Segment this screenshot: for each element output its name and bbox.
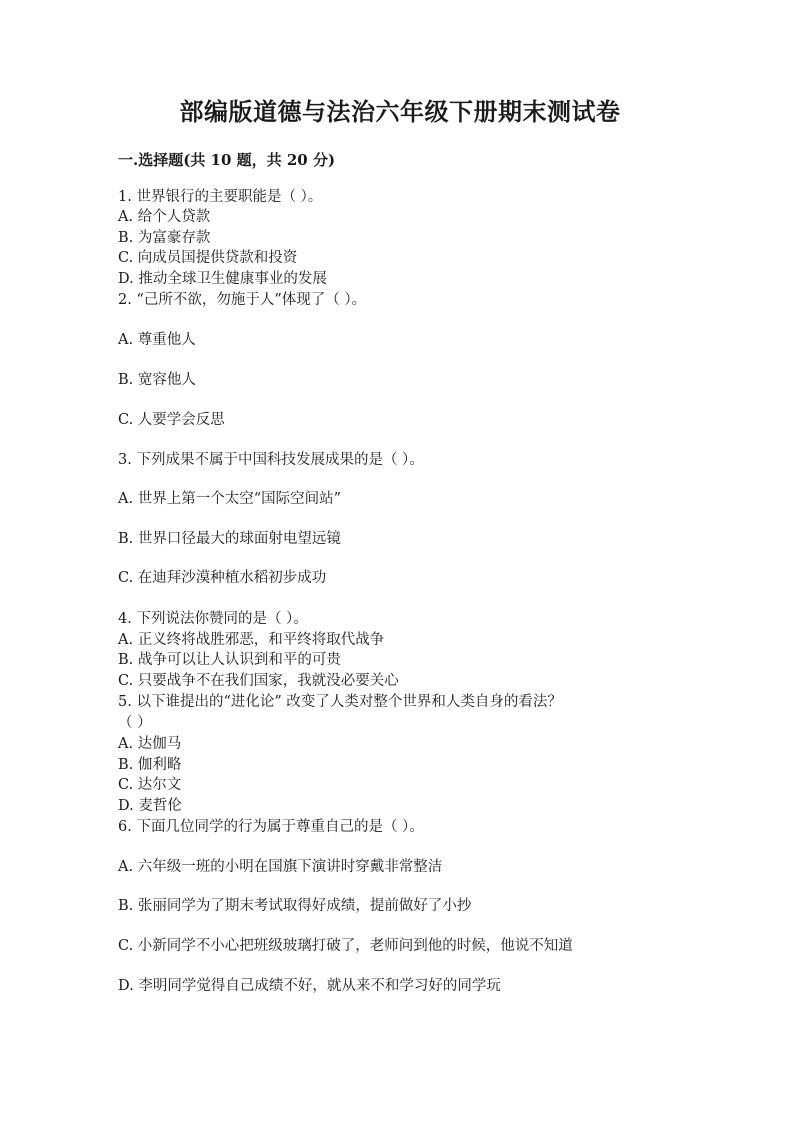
question-2-option-c: C. 人要学会反思 [118,412,225,428]
question-6-option-b: B. 张丽同学为了期末考试取得好成绩，提前做好了小抄 [118,898,472,914]
question-1-option-d: D. 推动全球卫生健康事业的发展 [118,271,327,287]
question-6-option-c: C. 小新同学不小心把班级玻璃打破了，老师问到他的时候，他说不知道 [118,938,573,954]
question-1-stem: 1. 世界银行的主要职能是（ ）。 [118,189,323,205]
question-2-option-b: B. 宽容他人 [118,372,196,388]
question-5-option-c: C. 达尔文 [118,777,182,793]
document-title: 部编版道德与法治六年级下册期末测试卷 [179,97,621,126]
question-5-stem: 5. 以下谁提出的“进化论” 改变了人类对整个世界和人类自身的看法？ [118,694,562,710]
question-1-option-c: C. 向成员国提供贷款和投资 [118,250,298,266]
question-1-option-b: B. 为富豪存款 [118,230,211,246]
question-5-option-d: D. 麦哲伦 [118,798,182,814]
question-2-option-a: A. 尊重他人 [118,332,196,348]
question-6-option-a: A. 六年级一班的小明在国旗下演讲时穿戴非常整洁 [118,859,443,875]
question-1-option-a: A. 给个人贷款 [118,209,211,225]
question-6-option-d: D. 李明同学觉得自己成绩不好，就从来不和学习好的同学玩 [118,978,501,994]
question-3-option-c: C. 在迪拜沙漠种植水稻初步成功 [118,570,327,586]
question-3-option-b: B. 世界口径最大的球面射电望远镜 [118,531,341,547]
question-4-option-b: B. 战争可以让人认识到和平的可贵 [118,652,341,668]
question-4-stem: 4. 下列说法你赞同的是（ ）。 [118,611,308,627]
question-5-stem-continued: （ ） [118,715,152,731]
question-2-stem: 2. “己所不欲，勿施于人”体现了（ ）。 [118,292,367,308]
question-4-option-a: A. 正义终将战胜邪恶，和平终将取代战争 [118,632,385,648]
question-3-stem: 3. 下列成果不属于中国科技发展成果的是（ ）。 [118,452,424,468]
question-4-option-c: C. 只要战争不在我们国家，我就没必要关心 [118,673,399,689]
question-5-option-b: B. 伽利略 [118,757,182,773]
question-6-stem: 6. 下面几位同学的行为属于尊重自己的是（ ）。 [118,819,424,835]
question-5-option-a: A. 达伽马 [118,736,182,752]
question-3-option-a: A. 世界上第一个太空“国际空间站” [118,491,342,507]
section-heading: 一.选择题(共 10 题，共 20 分) [118,151,336,169]
